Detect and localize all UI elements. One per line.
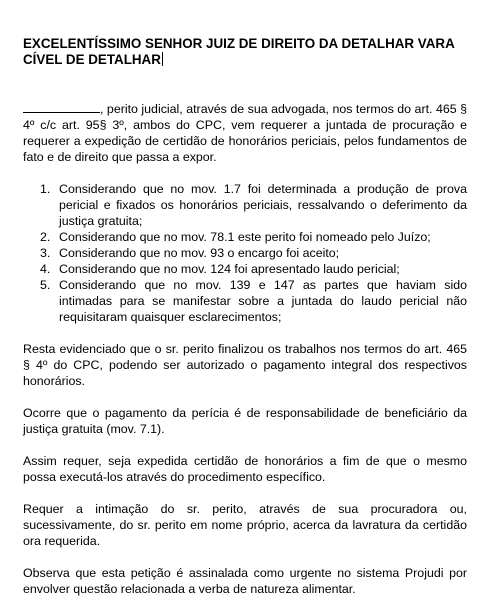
name-blank-line [23,101,100,113]
list-item [23,261,467,277]
document-title-text: EXCELENTÍSSIMO SENHOR JUIZ DE DIREITO DA DETALHAR VARA CÍVEL DE DETALHAR [23,36,455,67]
body-paragraph: Ocorre que o pagamento da perícia é de responsabilidade de beneficiário da justiça gratuita (mov. 7.1). [23,406,467,436]
list-item-text: Considerando que no mov. 1.7 foi determinada a produção de prova pericial e fixados os honorários periciais, ressalvando o deferimento da justiça gratuita; [59,182,467,228]
considerations-list [23,181,467,325]
intro-paragraph [23,101,467,165]
spacer [23,165,467,181]
list-item [23,245,467,261]
list-item-number: 3. [40,246,51,260]
list-item-text: Considerando que no mov. 93 o encargo foi aceito; [59,246,340,260]
list-item-number: 5. [40,278,51,292]
spacer [23,549,467,565]
list-item-text: Considerando que no mov. 124 foi apresentado laudo pericial; [59,262,400,276]
spacer [23,325,467,341]
document-title [23,36,467,68]
spacer [23,389,467,405]
list-item [23,277,467,325]
list-item-text: Considerando que no mov. 139 e 147 as partes que haviam sido intimadas para se manifestar sobre a juntada do laudo pericial não requisitaram quaisquer esclarecimentos; [59,278,467,324]
spacer [23,485,467,501]
list-item-number: 1. [40,182,51,196]
list-item-number: 2. [40,230,51,244]
body-paragraph: Requer a intimação do sr. perito, através de sua procuradora ou, sucessivamente, do sr. perito em nome próprio, acerca da lavratura da certidão ora requerida. [23,502,467,548]
body-paragraph: Resta evidenciado que o sr. perito finalizou os trabalhos nos termos do art. 465 § 4º do CPC, podendo ser autorizado o pagamento integral dos respectivos honorários. [23,342,467,388]
list-item-text: Considerando que no mov. 78.1 este perito foi nomeado pelo Juízo; [59,230,431,244]
list-item-number: 4. [40,262,51,276]
list-item [23,229,467,245]
spacer [23,437,467,453]
list-item [23,181,467,229]
text-cursor [162,52,163,66]
body-paragraph: Assim requer, seja expedida certidão de honorários a fim de que o mesmo possa executá-los através do procedimento específico. [23,454,467,484]
spacer [23,68,467,101]
body-paragraph: Observa que esta petição é assinalada como urgente no sistema Projudi por envolver questão relacionada a verba de natureza alimentar. [23,566,467,596]
intro-text: , perito judicial, através de sua advogada, nos termos do art. 465 § 4º c/c art. 95§ 3º, ambos do CPC, vem requerer a juntada de procuração e requerer a expedição de certidão de honorários periciais, pelos fundamentos de fato e de direito que passa a expor. [23,102,467,164]
